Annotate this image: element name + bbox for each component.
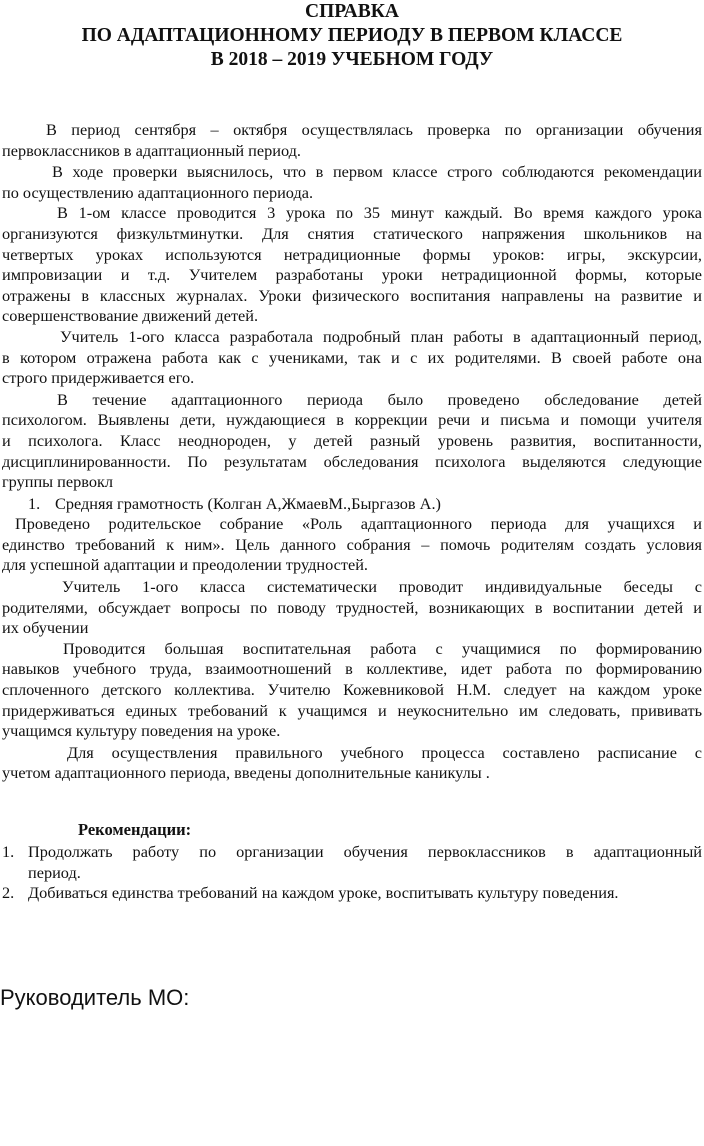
text-line: В ходе проверки выяснилось, что в первом классе строго соблюдаются рекомендации (52, 162, 702, 182)
paragraph (2, 120, 702, 161)
paragraph (2, 514, 702, 576)
text-line: учащимся культуру поведения на уроке. (2, 721, 281, 741)
text-line: В период сентября – октября осуществлялась проверка по организации обучения (46, 120, 702, 139)
text-line: дисциплинированности. По результатам обследования психолога выделяются следующие (2, 451, 702, 471)
text-line: импровизации и т.д. Учителем разработаны уроки нетрадиционной формы, которые (2, 265, 702, 285)
text-line: В 1-ом классе проводится 3 урока по 35 минут каждый. Во время каждого урока (57, 203, 702, 223)
text-line: Проведено родительское собрание «Роль адаптационного периода для учащихся и (15, 514, 702, 534)
text-line: сплоченного детского коллектива. Учителю Кожевниковой Н.М. следует на каждом уроке (2, 680, 702, 700)
text-line: Добиваться единства требований на каждом уроке, воспитывать культуру поведения. (28, 883, 619, 903)
recommendation-item (2, 883, 702, 904)
text-line: Для осуществления правильного учебного процесса составлено расписание с (67, 742, 702, 762)
paragraph (2, 327, 702, 389)
recommendations-heading: Рекомендации: (78, 820, 192, 839)
recommendation-item (2, 842, 702, 883)
text-line: навыков учебного труда, взаимоотношений в коллективе, идет работа по формированию (2, 659, 702, 679)
text-line: Проводится большая воспитательная работа с учащимися по формированию (63, 638, 702, 658)
paragraph (2, 639, 702, 742)
text-line: В течение адаптационного периода было проведено обследование детей (57, 389, 702, 409)
text-line: период. (28, 862, 81, 882)
recommendations-list (2, 842, 702, 904)
text-line: группы первокл (2, 472, 114, 492)
text-line: в котором отражена работа как с учениками, так и с их родителями. В своей работе она (2, 347, 702, 367)
list-number: 2. (2, 883, 15, 903)
text-line: Продолжать работу по организации обучения первоклассников в адаптационный (28, 842, 702, 861)
list-number: 1. (28, 493, 41, 513)
paragraph (2, 390, 702, 493)
text-line: Учитель 1-ого класса систематически проводит индивидуальные беседы с (62, 577, 702, 597)
text-line: придерживаться единых требований к учащимся и неукоснительно им следовать, прививать (2, 700, 702, 720)
text-line: единство требований к ним». Цель данного собрания – помочь родителям создать условия (2, 534, 702, 554)
title-line: СПРАВКА (305, 1, 399, 22)
text-line: четвертых уроках используются нетрадиционные формы уроков: игры, экскурсии, (2, 244, 702, 264)
paragraph (2, 743, 702, 784)
signature-label: Руководитель МО: (0, 985, 190, 1010)
text-line: родителями, обсуждает вопросы по поводу трудностей, возникающих в воспитании детей и (2, 597, 702, 617)
text-line: Средняя грамотность (Колган А,ЖмаевМ.,Быргазов А.) (55, 493, 441, 513)
document-title (0, 0, 704, 72)
list-item (2, 494, 702, 515)
text-line: отражены в классных журналах. Уроки физического воспитания направлены на развитие и (2, 285, 702, 305)
text-line: первоклассников в адаптационный период. (2, 140, 301, 160)
text-line: строго придерживается его. (2, 368, 195, 388)
text-line: для успешной адаптации и преодолении трудностей. (2, 555, 368, 575)
text-line: совершенствование движений детей. (2, 306, 259, 326)
title-line: ПО АДАПТАЦИОННОМУ ПЕРИОДУ В ПЕРВОМ КЛАССЕ (81, 25, 623, 46)
text-line: Учитель 1-ого класса разработала подробный план работы в адаптационный период, (60, 326, 702, 346)
title-line: В 2018 – 2019 УЧЕБНОМ ГОДУ (210, 49, 494, 70)
text-line: и психолога. Класс неоднороден, у детей разный уровень развития, воспитанности, (2, 430, 702, 450)
text-line: учетом адаптационного периода, введены дополнительные каникулы . (2, 763, 490, 783)
paragraph (2, 162, 702, 203)
text-line: психологом. Выявлены дети, нуждающиеся в коррекции речи и письма и помощи учителя (2, 410, 702, 430)
text-line: по осуществлению адаптационного периода. (2, 182, 314, 202)
paragraph (2, 203, 702, 327)
list-number: 1. (2, 842, 15, 861)
document-body (2, 120, 702, 784)
paragraph (2, 577, 702, 639)
text-line: организуются физкультминутки. Для снятия статического напряжения школьников на (2, 223, 702, 243)
text-line: их обучении (2, 618, 89, 638)
